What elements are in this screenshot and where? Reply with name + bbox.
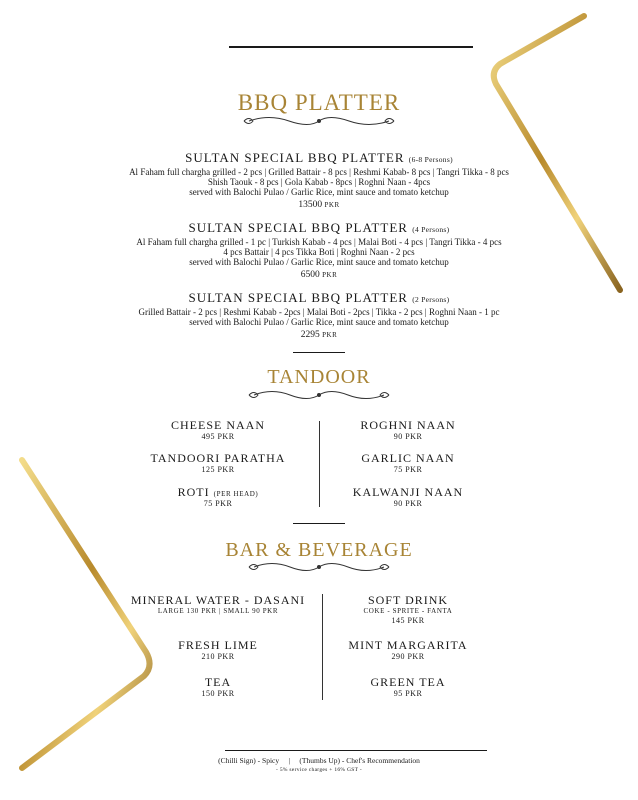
beverage-item <box>298 676 518 699</box>
item-price: 90 PKR <box>393 499 423 508</box>
legend-separator: | <box>288 756 291 765</box>
item-desc-line: served with Balochi Pulao / Garlic Rice, mint sauce and tomato ketchup <box>189 317 449 327</box>
item-price: 150 PKR <box>201 689 235 698</box>
item-price: 75 PKR <box>203 499 233 508</box>
item-name: GARLIC NAAN <box>361 451 455 465</box>
item-name: SULTAN SPECIAL BBQ PLATTER <box>188 290 408 305</box>
flourish-ornament <box>239 114 399 128</box>
item-desc-line: Al Faham full chargha grilled - 2 pcs | Grilled Battair - 8 pcs | Reshmi Kabab- 8 pcs | Tangri Tikka - 8 pcs <box>129 167 509 177</box>
item-desc-line: served with Balochi Pulao / Garlic Rice, mint sauce and tomato ketchup <box>189 187 449 197</box>
section-title-tandoor: TANDOOR <box>267 366 371 388</box>
item-price: 290 PKR <box>391 652 425 661</box>
item-name: SULTAN SPECIAL BBQ PLATTER <box>185 150 405 165</box>
item-extra: (PER HEAD) <box>213 490 259 498</box>
beverage-item <box>108 676 328 699</box>
beverage-item <box>298 594 518 626</box>
beverage-item <box>108 639 328 662</box>
top-rule <box>229 46 473 48</box>
item-name: GREEN TEA <box>370 675 446 689</box>
item-price: 125 PKR <box>201 465 235 474</box>
tandoor-item <box>108 452 328 475</box>
item-name: MINERAL WATER - DASANI <box>130 593 306 607</box>
flourish-ornament <box>244 388 394 402</box>
bbq-item-1 <box>0 150 638 211</box>
tandoor-item <box>108 419 328 442</box>
footer-rule <box>225 750 487 751</box>
item-price: 13500 <box>298 200 323 210</box>
footer <box>0 756 638 774</box>
item-sub: LARGE 130 PKR | SMALL 90 PKR <box>157 607 279 615</box>
item-persons: (4 Persons) <box>412 225 450 234</box>
divider <box>293 523 345 524</box>
item-desc-line: Al Faham full chargha grilled - 1 pc | Turkish Kabab - 4 pcs | Malai Boti - 4 pcs | Tangri Tikka - 4 pcs <box>136 237 502 247</box>
item-price: 145 PKR <box>391 616 425 625</box>
item-name: TANDOORI PARATHA <box>150 451 286 465</box>
item-price: 495 PKR <box>201 432 235 441</box>
bbq-item-3 <box>0 290 638 341</box>
item-name: SULTAN SPECIAL BBQ PLATTER <box>188 220 408 235</box>
item-currency: PKR <box>322 331 338 339</box>
item-price: 75 PKR <box>393 465 423 474</box>
item-currency: PKR <box>324 201 340 209</box>
item-desc-line: Shish Taouk - 8 pcs | Gola Kabab - 8pcs | Roghni Naan - 4pcs <box>207 177 431 187</box>
item-price: 95 PKR <box>393 689 423 698</box>
item-sub: COKE - SPRITE - FANTA <box>363 607 453 615</box>
tax-note: - 5% service charges + 16% GST - <box>276 767 362 773</box>
item-name: ROTI <box>177 485 210 499</box>
item-name: MINT MARGARITA <box>348 638 468 652</box>
item-name: SOFT DRINK <box>367 593 449 607</box>
item-price: 90 PKR <box>393 432 423 441</box>
section-title-bar: BAR & BEVERAGE <box>225 539 413 561</box>
item-desc-line: Grilled Battair - 2 pcs | Reshmi Kabab - 2pcs | Malai Boti - 2pcs | Tikka - 2 pcs | Roghni Naan - 1 pc <box>138 307 500 317</box>
section-title-bbq: BBQ PLATTER <box>237 90 401 115</box>
item-name: KALWANJI NAAN <box>352 485 464 499</box>
tandoor-item <box>298 419 518 442</box>
tandoor-item <box>108 486 328 509</box>
bbq-item-2 <box>0 220 638 281</box>
item-name: FRESH LIME <box>178 638 258 652</box>
item-currency: PKR <box>322 271 338 279</box>
flourish-ornament <box>244 560 394 574</box>
tandoor-item <box>298 486 518 509</box>
item-name: ROGHNI NAAN <box>360 418 456 432</box>
item-price: 210 PKR <box>201 652 235 661</box>
item-price: 6500 <box>300 270 320 280</box>
item-desc-line: 4 pcs Battair | 4 pcs Tikka Boti | Roghni Naan - 2 pcs <box>223 247 415 257</box>
legend-chef-recommendation: (Thumbs Up) - Chef's Recommendation <box>299 756 420 765</box>
beverage-item <box>298 639 518 662</box>
item-persons: (2 Persons) <box>412 295 450 304</box>
item-price: 2295 <box>300 330 320 340</box>
tandoor-item <box>298 452 518 475</box>
legend-spicy: (Chilli Sign) - Spicy <box>218 756 280 765</box>
item-name: TEA <box>204 675 232 689</box>
item-persons: (6-8 Persons) <box>408 155 453 164</box>
item-desc-line: served with Balochi Pulao / Garlic Rice, mint sauce and tomato ketchup <box>189 257 449 267</box>
item-name: CHEESE NAAN <box>171 418 265 432</box>
divider <box>293 352 345 353</box>
